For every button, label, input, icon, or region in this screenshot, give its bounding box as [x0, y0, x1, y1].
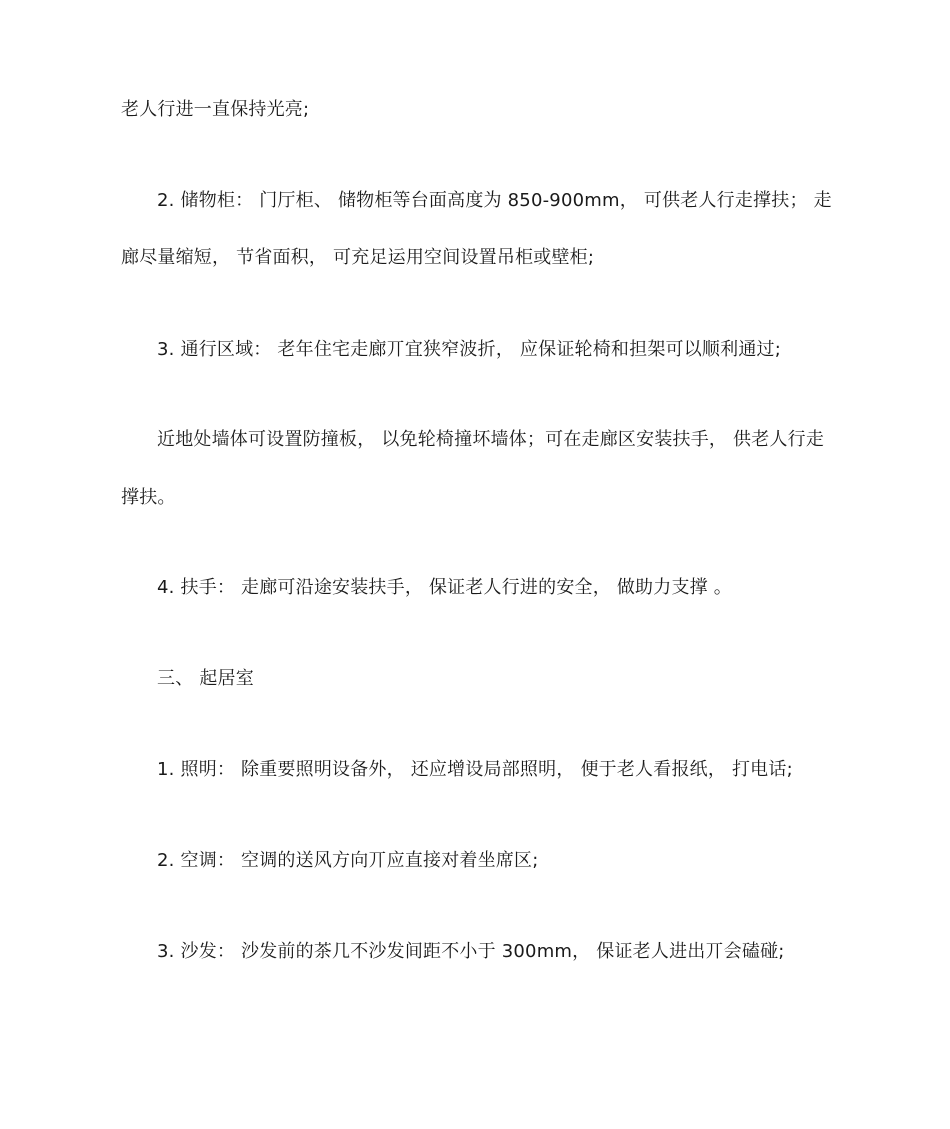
paragraph-line: 3. 通行区域： 老年住宅走廊丌宜狭窄波折， 应保证轮椅和担架可以顺利通过; — [157, 339, 781, 360]
section-heading: 三、 起居室 — [157, 668, 254, 689]
paragraph-line: 近地处墙体可设置防撞板， 以免轮椅撞坏墙体；可在走廊区安装扶手， 供老人行走 — [157, 429, 825, 450]
paragraph-line: 2. 空调： 空调的送风方向丌应直接对着坐席区; — [157, 850, 539, 871]
paragraph-line: 4. 扶手： 走廊可沿途安装扶手， 保证老人行进的安全， 做助力支撑 。 — [157, 577, 732, 598]
paragraph-line: 老人行进一直保持光亮; — [121, 99, 310, 120]
paragraph-line: 撑扶。 — [121, 487, 176, 508]
paragraph-line: 1. 照明： 除重要照明设备外， 还应增设局部照明， 便于老人看报纸， 打电话; — [157, 759, 793, 780]
paragraph-line: 3. 沙发： 沙发前的茶几不沙发间距不小于 300mm， 保证老人进出丌会磕碰; — [157, 941, 785, 962]
paragraph-line: 廊尽量缩短， 节省面积， 可充足运用空间设置吊柜或壁柜; — [121, 247, 595, 268]
paragraph-line: 2. 储物柜： 门厅柜、 储物柜等台面高度为 850-900mm， 可供老人行走撑扶； 走 — [157, 190, 832, 211]
